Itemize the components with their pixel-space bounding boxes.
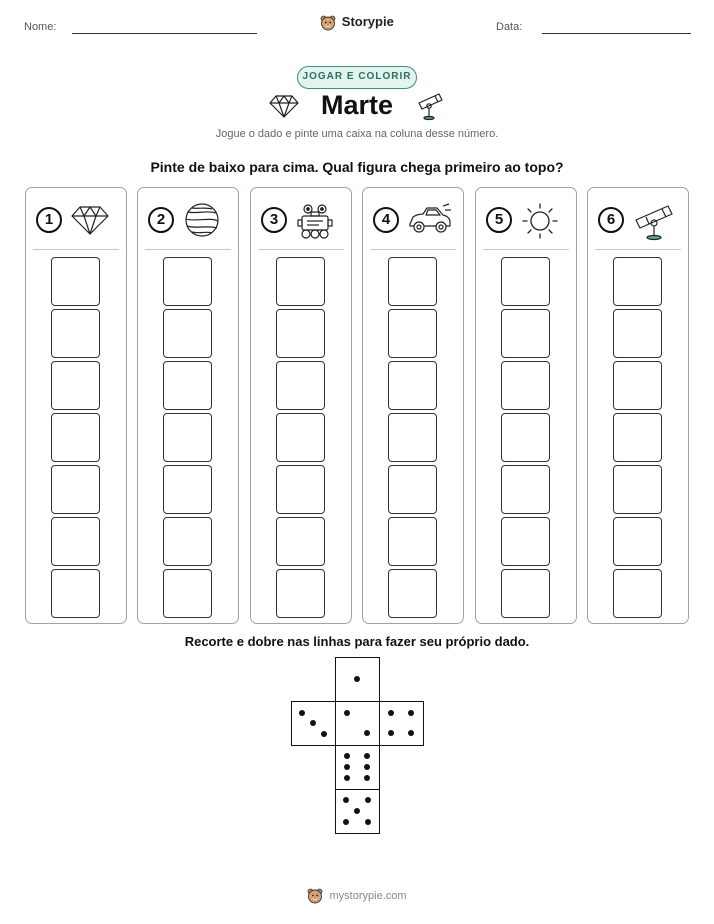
color-box[interactable] <box>388 361 437 410</box>
brand-name: Storypie <box>341 14 394 29</box>
color-box[interactable] <box>163 413 212 462</box>
die-pip <box>364 753 370 759</box>
color-box[interactable] <box>163 569 212 618</box>
instruction: Pinte de baixo para cima. Qual figura chega primeiro ao topo? <box>150 159 564 175</box>
die-face-2 <box>335 701 380 746</box>
die-pip <box>299 710 305 716</box>
die-pip <box>354 808 360 814</box>
die-face-5 <box>335 789 380 834</box>
die-pip <box>365 797 371 803</box>
color-box[interactable] <box>51 309 100 358</box>
color-box[interactable] <box>51 257 100 306</box>
column-header <box>486 202 566 236</box>
die-pip <box>310 720 316 726</box>
color-box[interactable] <box>388 257 437 306</box>
color-box[interactable] <box>51 413 100 462</box>
color-box[interactable] <box>388 413 437 462</box>
date-label: Data: <box>496 21 523 33</box>
die-pip <box>364 730 370 736</box>
color-box[interactable] <box>163 361 212 410</box>
column-number: 1 <box>36 207 62 233</box>
color-box[interactable] <box>613 309 662 358</box>
column-6 <box>587 187 689 624</box>
date-line <box>542 33 691 34</box>
die-face-6 <box>335 745 380 790</box>
die-face-3 <box>291 701 336 746</box>
column-header <box>373 202 453 236</box>
die-pip <box>344 753 350 759</box>
color-box[interactable] <box>501 309 550 358</box>
planet-icon <box>182 202 222 238</box>
color-box[interactable] <box>276 517 325 566</box>
color-box[interactable] <box>276 465 325 514</box>
color-box[interactable] <box>613 517 662 566</box>
die-face-1 <box>335 657 380 702</box>
die-pip <box>388 730 394 736</box>
column-5 <box>475 187 577 624</box>
color-box[interactable] <box>501 413 550 462</box>
column-3 <box>250 187 352 624</box>
rover-robot-icon <box>295 202 335 240</box>
color-box[interactable] <box>613 569 662 618</box>
cut-instruction: Recorte e dobre nas linhas para fazer seu próprio dado. <box>184 634 530 649</box>
name-label: Nome: <box>24 21 57 33</box>
car-icon <box>407 202 453 236</box>
color-box[interactable] <box>51 361 100 410</box>
column-2 <box>137 187 239 624</box>
page-title: Marte <box>320 90 394 120</box>
color-box[interactable] <box>613 361 662 410</box>
die-pip <box>364 764 370 770</box>
die-pip <box>343 797 349 803</box>
bear-logo-icon <box>307 888 323 904</box>
color-box[interactable] <box>276 413 325 462</box>
color-box[interactable] <box>51 569 100 618</box>
column-header <box>148 202 228 236</box>
sun-icon <box>520 202 560 240</box>
bear-logo-icon <box>320 15 336 31</box>
diamond-icon <box>269 94 299 118</box>
color-box[interactable] <box>501 517 550 566</box>
activity-badge: JOGAR E COLORIR <box>297 66 417 89</box>
color-box[interactable] <box>276 361 325 410</box>
die-pip <box>343 819 349 825</box>
color-box[interactable] <box>51 517 100 566</box>
color-box[interactable] <box>163 257 212 306</box>
color-box[interactable] <box>51 465 100 514</box>
column-header <box>598 202 678 236</box>
die-pip <box>388 710 394 716</box>
die-pip <box>344 710 350 716</box>
color-box[interactable] <box>388 569 437 618</box>
color-box[interactable] <box>163 517 212 566</box>
diamond-icon <box>70 202 110 236</box>
color-box[interactable] <box>388 517 437 566</box>
column-header <box>261 202 341 236</box>
column-number: 6 <box>598 207 624 233</box>
telescope-icon <box>632 202 678 242</box>
color-box[interactable] <box>276 569 325 618</box>
column-number: 2 <box>148 207 174 233</box>
die-pip <box>365 819 371 825</box>
die-pip <box>364 775 370 781</box>
color-box[interactable] <box>613 465 662 514</box>
footer <box>0 888 714 904</box>
color-box[interactable] <box>276 309 325 358</box>
subtitle: Jogue o dado e pinte uma caixa na coluna desse número. <box>215 128 499 140</box>
die-face-4 <box>379 701 424 746</box>
column-number: 4 <box>373 207 399 233</box>
color-box[interactable] <box>501 465 550 514</box>
color-box[interactable] <box>613 413 662 462</box>
telescope-icon <box>415 91 445 121</box>
title-row <box>0 90 714 121</box>
name-line <box>72 33 257 34</box>
die-pip <box>354 676 360 682</box>
color-box[interactable] <box>163 465 212 514</box>
color-box[interactable] <box>501 361 550 410</box>
brand-logo <box>0 14 714 31</box>
column-number: 5 <box>486 207 512 233</box>
color-box[interactable] <box>613 257 662 306</box>
column-4 <box>362 187 464 624</box>
footer-url: mystorypie.com <box>329 889 407 902</box>
die-pip <box>344 775 350 781</box>
color-box[interactable] <box>501 257 550 306</box>
die-pip <box>408 710 414 716</box>
color-box[interactable] <box>388 465 437 514</box>
column-header <box>36 202 116 236</box>
die-pip <box>408 730 414 736</box>
die-pip <box>344 764 350 770</box>
color-box[interactable] <box>163 309 212 358</box>
color-box[interactable] <box>388 309 437 358</box>
die-pip <box>321 731 327 737</box>
column-number: 3 <box>261 207 287 233</box>
color-box[interactable] <box>501 569 550 618</box>
column-1 <box>25 187 127 624</box>
color-box[interactable] <box>276 257 325 306</box>
